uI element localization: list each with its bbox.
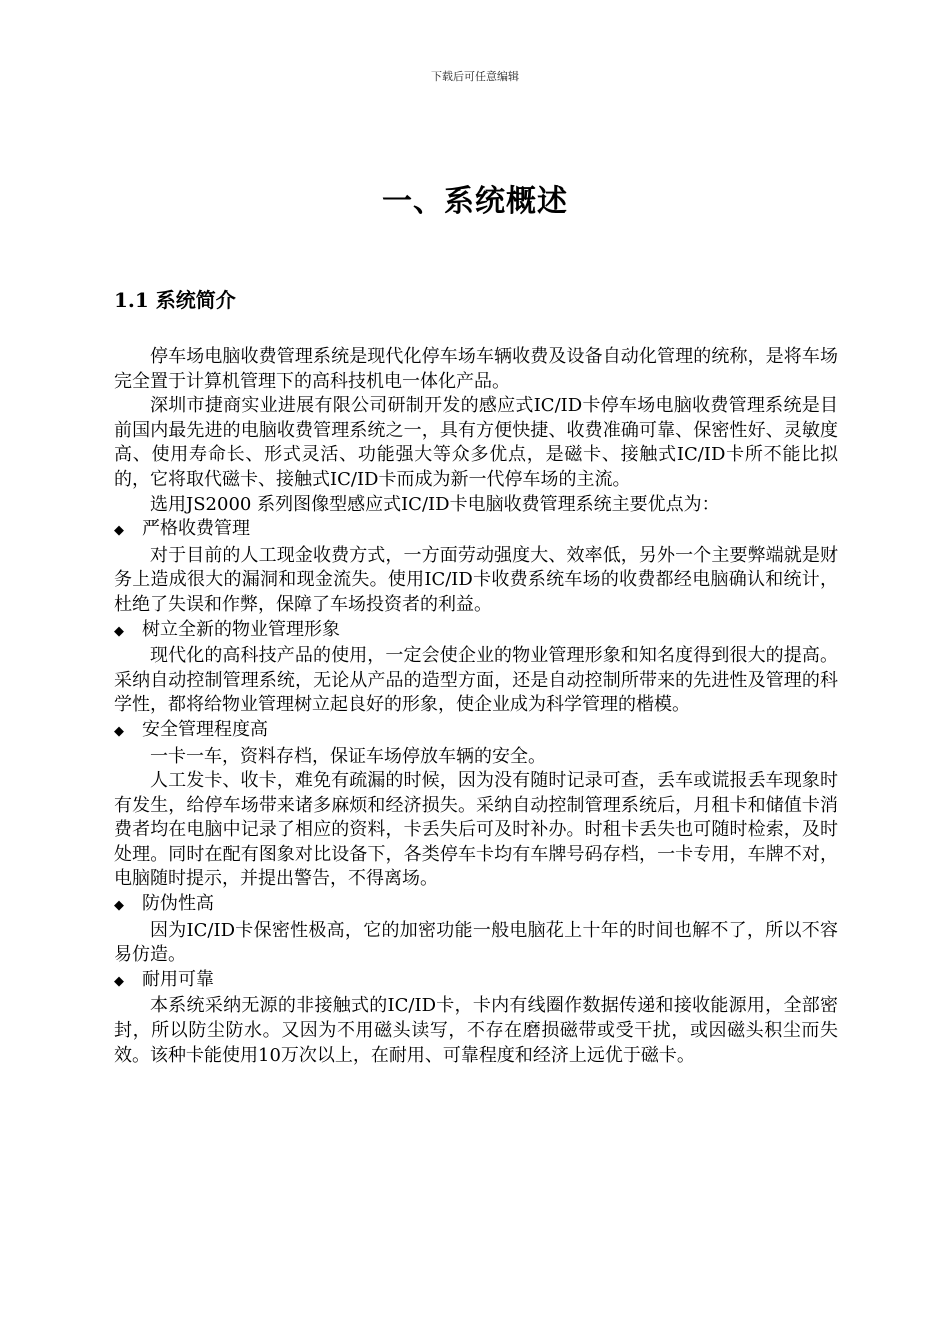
advantage-heading-text: 严格收费管理 bbox=[142, 518, 250, 540]
section-body bbox=[114, 345, 838, 1068]
advantage-heading bbox=[114, 618, 838, 645]
advantage-heading-text: 防伪性高 bbox=[142, 893, 214, 915]
section-title: 1.1 系统简介 bbox=[114, 288, 236, 312]
advantage-paragraph: 对于目前的人工现金收费方式，一方面劳动强度大、效率低，另外一个主要弊端就是财务上造成很大的漏洞和现金流失。使用IC/ID卡收费系统车场的收费都经电脑确认和统计，杜绝了失误和作弊，保障了车场投资者的利益。 bbox=[114, 544, 838, 615]
advantage-heading bbox=[114, 718, 838, 745]
advantage-paragraph: 人工发卡、收卡，难免有疏漏的时候，因为没有随时记录可查，丢车或谎报丢车现象时有发生，给停车场带来诸多麻烦和经济损失。采纳自动控制管理系统后，月租卡和储值卡消费者均在电脑中记录了相应的资料，卡丢失后可及时补办。时租卡丢失也可随时检索，及时处理。同时在配有图象对比设备下，各类停车卡均有车牌号码存档，一卡专用，车牌不对，电脑随时提示，并提出警告，不得离场。 bbox=[114, 770, 838, 890]
advantage-paragraph: 现代化的高科技产品的使用，一定会使企业的物业管理形象和知名度得到很大的提高。采纳自动控制管理系统，无论从产品的造型方面，还是自动控制所带来的先进性及管理的科学性，都将给物业管理树立起良好的形象，使企业成为科学管理的楷模。 bbox=[114, 645, 838, 716]
advantage-paragraph: 本系统采纳无源的非接触式的IC/ID卡，卡内有线圈作数据传递和接收能源用，全部密封，所以防尘防水。又因为不用磁头读写，不存在磨损磁带或受干扰，或因磁头积尘而失效。该种卡能使用10万次以上，在耐用、可靠程度和经济上远优于磁卡。 bbox=[114, 995, 838, 1066]
intro-paragraph: 停车场电脑收费管理系统是现代化停车场车辆收费及设备自动化管理的统称，是将车场完全置于计算机管理下的高科技机电一体化产品。 bbox=[114, 346, 838, 392]
advantage-heading bbox=[114, 892, 838, 919]
diamond-bullet-icon: ◆ bbox=[114, 523, 124, 539]
intro-paragraph: 选用JS2000 系列图像型感应式IC/ID卡电脑收费管理系统主要优点为： bbox=[150, 493, 720, 515]
advantage-heading bbox=[114, 517, 838, 544]
advantage-heading bbox=[114, 968, 838, 995]
diamond-bullet-icon: ◆ bbox=[114, 623, 124, 639]
diamond-bullet-icon: ◆ bbox=[114, 898, 124, 914]
advantage-paragraph: 因为IC/ID卡保密性极高，它的加密功能一般电脑花上十年的时间也解不了，所以不容易仿造。 bbox=[114, 919, 838, 966]
advantage-heading-text: 安全管理程度高 bbox=[142, 718, 268, 740]
advantage-heading-text: 耐用可靠 bbox=[142, 968, 214, 990]
intro-paragraph: 深圳市捷商实业进展有限公司研制开发的感应式IC/ID卡停车场电脑收费管理系统是目前国内最先进的电脑收费管理系统之一，具有方便快捷、收费准确可靠、保密性好、灵敏度高、使用寿命长、形式灵活、功能强大等众多优点，是磁卡、接触式IC/ID卡所不能比拟的，它将取代磁卡、接触式IC/ID卡而成为新一代停车场的主流。 bbox=[114, 395, 838, 490]
page-title: 一、系统概述 bbox=[382, 184, 568, 219]
diamond-bullet-icon: ◆ bbox=[114, 723, 124, 739]
advantage-heading-text: 树立全新的物业管理形象 bbox=[142, 618, 340, 640]
advantage-paragraph: 一卡一车，资料存档，保证车场停放车辆的安全。 bbox=[150, 745, 546, 767]
diamond-bullet-icon: ◆ bbox=[114, 973, 124, 989]
header-note: 下载后可任意编辑 bbox=[431, 70, 519, 83]
